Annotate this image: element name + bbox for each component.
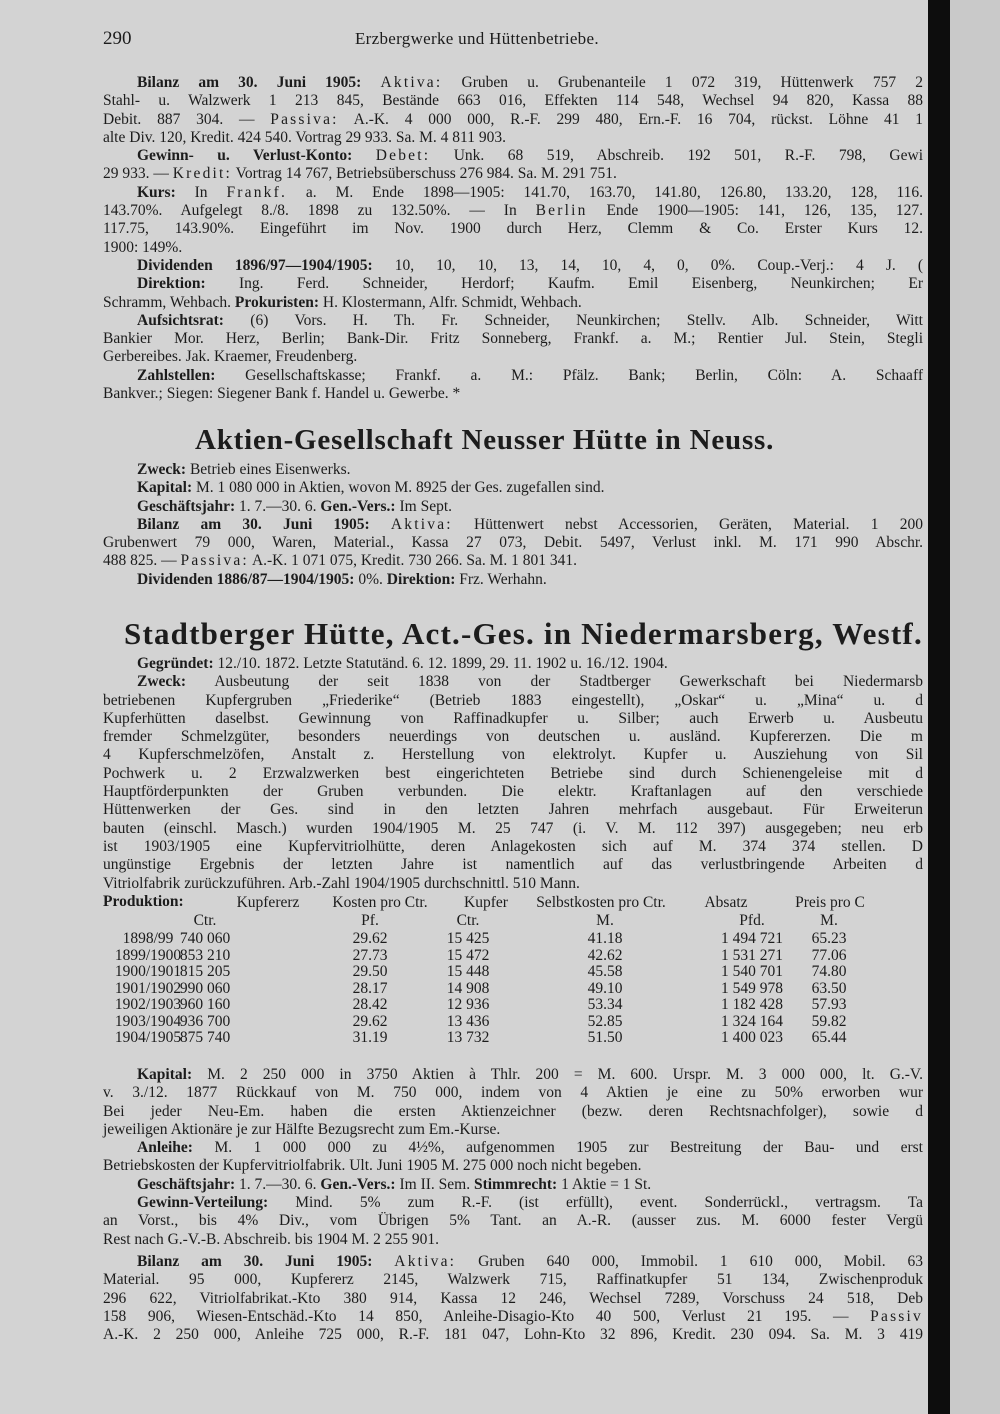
field-text: 1. 7.—30. 6. <box>235 1175 321 1193</box>
spaced-label: Passiv <box>870 1307 923 1325</box>
field-label: Dividenden 1886/87—1904/1905: <box>137 570 355 588</box>
table-cell: 15 448 <box>446 963 490 980</box>
field-text: Ende 1900—1905: 141, 126, 135, 127. <box>587 202 924 220</box>
table-cell: 1 531 271 <box>721 946 783 964</box>
table-cell: 49.10 <box>587 979 623 997</box>
field-text: Unk. 68 519, Abschreib. 192 501, R.-F. 798, Gewi <box>430 147 924 165</box>
field-text: 4 Kupferschmelzöfen, Anstalt z. Herstellung von elektrolyt. Kupfer u. Ausziehung von Sil <box>103 746 923 764</box>
text-line <box>103 838 923 856</box>
text-line <box>103 220 923 238</box>
text-line <box>103 571 923 589</box>
text-line <box>103 516 923 534</box>
field-text: Kupferhütten daselbst. Gewinnung von Raffinadkupfer u. Silber; auch Erwerb u. Ausbeutu <box>103 709 923 727</box>
field-text: alte Div. 120, Kredit. 424 540. Vortrag 29 933. Sa. M. 4 811 903. <box>103 128 506 146</box>
field-text: A.-K. 1 071 075, Kredit. 730 266. Sa. M. 1 801 341. <box>248 552 577 570</box>
heading-neusser-huette: Aktien-Gesellschaft Neusser Hütte in Neuss. <box>195 424 775 456</box>
text-line <box>103 783 923 801</box>
text-line <box>103 294 923 312</box>
table-cell: 1 182 428 <box>721 996 783 1013</box>
field-label: Geschäftsjahr: <box>137 497 236 515</box>
column-unit: Ctr. <box>193 912 217 929</box>
text-line <box>103 330 923 348</box>
field-text: Vitriolfabrik zurückzuführen. Arb.-Zahl 1904/1905 durchschnittl. 510 Mann. <box>103 874 580 892</box>
text-line <box>103 1231 923 1249</box>
field-label: Dividenden 1896/97—1904/1905: <box>137 256 373 274</box>
field-label: Zweck: <box>137 461 187 478</box>
field-label: Anleihe: <box>137 1139 193 1157</box>
text-line <box>103 239 923 257</box>
field-text: Gerbereibes. Jak. Kraemer, Freudenberg. <box>103 348 358 366</box>
text-line <box>103 257 923 275</box>
field-text: 117.75, 143.90%. Eingeführt im Nov. 1900 durch Herz, Clemm & Co. Erster Kurs 12. <box>103 220 923 238</box>
field-text: 0%. <box>354 570 387 588</box>
table-cell: 65.44 <box>811 1029 847 1046</box>
field-label: Prokuristen: <box>234 293 320 311</box>
field-text: ist 1903/1905 eine Kupfervitriolhütte, deren Anlagekosten sich auf M. 374 374 stellen. D <box>103 837 923 855</box>
text-line <box>103 348 923 366</box>
text-line <box>103 367 923 385</box>
field-text: In <box>175 183 227 201</box>
field-text <box>361 74 380 91</box>
table-cell: 1 400 023 <box>721 1029 783 1046</box>
field-text <box>352 147 375 164</box>
table-cell: 63.50 <box>811 979 847 997</box>
text-line <box>103 875 923 893</box>
table-cell: 13 436 <box>446 1012 490 1030</box>
text-line <box>103 673 923 691</box>
text-line <box>103 1212 923 1230</box>
table-cell: 740 060 <box>179 930 231 947</box>
field-text: Hüttenwert nebst Accessorien, Geräten, Material. 1 200 <box>452 515 924 533</box>
field-text: M. 2 250 000 in 3750 Aktien à Thlr. 200 = M. 600. Urspr. M. 3 000 000, lt. G.-V. <box>192 1066 923 1083</box>
field-label: Gen.-Vers.: <box>320 497 396 515</box>
spaced-label: Passiva: <box>270 110 339 128</box>
table-cell: 990 060 <box>179 979 231 997</box>
row-year: 1900/1901 <box>114 963 182 980</box>
section-neusser-huette <box>103 461 923 589</box>
adjacent-page-edge <box>950 0 1000 1414</box>
field-label: Gewinn-Verteilung: <box>137 1194 269 1212</box>
text-line <box>103 1103 923 1121</box>
production-label: Produktion: <box>103 893 184 910</box>
text-line <box>103 202 923 220</box>
field-text: 296 622, Vitriolfabrikat.-Kto 380 914, Kassa 12 246, Wechsel 7289, Vorschuss 24 518, Deb <box>103 1289 923 1307</box>
table-cell: 31.19 <box>352 1029 388 1046</box>
field-label: Stimmrecht: <box>473 1175 558 1193</box>
column-unit: Pfd. <box>739 912 765 929</box>
field-text: Frz. Werhahn. <box>455 570 547 588</box>
text-line <box>103 147 923 165</box>
scan-binding-shadow <box>928 0 950 1414</box>
column-header: Selbstkosten pro Ctr. <box>536 894 666 911</box>
table-cell: 41.18 <box>587 930 623 947</box>
field-label: Aufsichtsrat: <box>137 311 224 329</box>
text-line <box>103 692 923 710</box>
text-line <box>103 165 923 183</box>
field-text: Pochwerk u. 2 Erzwalzwerken best eingerichteten Betriebe sind durch Schienengeleise mit d <box>103 764 923 782</box>
field-text: Betrieb eines Eisenwerks. <box>186 461 351 478</box>
field-text: bauten (einschl. Masch.) wurden 1904/1905 M. 25 747 (i. V. M. 112 397) ausgegeben; neu erb <box>103 819 923 837</box>
field-text: Schramm, Wehbach. <box>103 293 235 311</box>
field-text: Hüttenwerken der Ges. sind in den letzten Jahren mehrfach ausgebaut. Für Erweiterun <box>103 801 923 819</box>
text-line <box>103 479 923 497</box>
field-text: 488 825. — <box>103 552 181 570</box>
column-header: Kupfererz <box>236 894 300 911</box>
row-year: 1903/1904 <box>114 1012 182 1030</box>
field-text: Ing. Ferd. Schneider, Herdorf; Kaufm. Emil Eisenberg, Neunkirchen; Er <box>205 275 923 293</box>
column-unit: Ctr. <box>456 912 480 929</box>
text-line <box>103 498 923 516</box>
table-cell: 12 936 <box>446 996 490 1013</box>
row-year: 1899/1900 <box>114 946 182 964</box>
text-line <box>103 111 923 129</box>
column-header: Kupfer <box>464 894 508 911</box>
field-text: 12./10. 1872. Letzte Statutänd. 6. 12. 1899, 29. 11. 1902 u. 16./12. 1904. <box>213 655 668 672</box>
field-text: Vortrag 14 767, Betriebsüberschuss 276 984. Sa. M. 291 751. <box>232 165 617 183</box>
table-cell: 28.42 <box>352 996 388 1013</box>
field-text: Stahl- u. Walzwerk 1 213 845, Bestände 663 016, Effekten 114 548, Wechsel 94 820, Kassa 88 <box>103 92 923 110</box>
table-cell: 815 205 <box>179 963 231 980</box>
field-label: Zahlstellen: <box>137 366 216 384</box>
field-text: Ausbeutung der seit 1838 von der Stadtberger Gewerkschaft bei Niedermarsb <box>186 673 923 691</box>
field-text: 10, 10, 10, 13, 14, 10, 4, 0, 0%. Coup.-Verj.: 4 J. ( <box>372 256 923 274</box>
text-line <box>103 1308 923 1326</box>
text-line <box>103 1326 923 1344</box>
text-line <box>103 534 923 552</box>
table-cell: 853 210 <box>179 946 231 964</box>
field-label: Zweck: <box>137 673 187 691</box>
table-cell: 1 540 701 <box>721 963 783 980</box>
field-text: 158 906, Wiesen-Entschäd.-Kto 14 850, Anleihe-Disagio-Kto 40 500, Verlust 21 195. — <box>103 1307 871 1325</box>
row-year: 1898/99 <box>122 930 174 947</box>
table-cell: 875 740 <box>179 1029 231 1046</box>
table-cell: 28.17 <box>352 979 388 997</box>
field-text: Bei jeder Neu-Em. haben die ersten Aktienzeichner (bezw. deren Rechtsnachfolger), sowie d <box>103 1102 923 1120</box>
field-text: Rest nach G.-V.-B. Abschreib. bis 1904 M. 2 255 901. <box>103 1230 439 1248</box>
field-text: 1900: 149%. <box>103 238 183 256</box>
section-stadtberger-finance <box>103 1066 923 1344</box>
table-cell: 1 494 721 <box>721 930 783 947</box>
text-line <box>103 1139 923 1157</box>
text-line <box>103 1253 923 1271</box>
field-label: Gewinn- u. Verlust-Konto: <box>137 147 353 165</box>
field-text: 1 Aktie = 1 St. <box>557 1175 652 1193</box>
field-text: A.-K. 4 000 000, R.-F. 299 480, Ern.-F. 16 704, rückst. Löhne 41 1 <box>338 110 923 128</box>
field-text: Gesellschaftskasse; Frankf. a. M.: Pfälz. Bank; Berlin, Cöln: A. Schaaff <box>215 366 923 384</box>
text-line <box>103 1084 923 1102</box>
field-text: Bankver.; Siegen: Siegener Bank f. Handel u. Gewerbe. * <box>103 385 461 403</box>
text-line <box>103 1066 923 1084</box>
table-cell: 59.82 <box>811 1012 847 1030</box>
row-year: 1902/1903 <box>114 996 182 1013</box>
field-label: Kurs: <box>137 183 176 201</box>
field-text: Hauptförderpunkten der Gruben verbunden. Die elektr. Kraftanlagen auf den verschiede <box>103 783 923 801</box>
table-cell: 74.80 <box>811 963 847 980</box>
field-text: Mind. 5% zum R.-F. (ist erfüllt), event. Sonderrückl., vertragsm. Ta <box>268 1194 923 1212</box>
field-label: Bilanz am 30. Juni 1905: <box>137 74 362 91</box>
spaced-label: Debet: <box>375 147 431 165</box>
field-label: Kapital: <box>137 1066 193 1083</box>
table-cell: 51.50 <box>587 1029 623 1046</box>
field-label: Gen.-Vers.: <box>320 1175 396 1193</box>
column-header: Absatz <box>704 894 748 911</box>
field-label: Direktion: <box>386 570 456 588</box>
text-line <box>103 710 923 728</box>
text-line <box>103 1157 923 1175</box>
field-text: Im II. Sem. <box>395 1175 474 1193</box>
field-text: Gruben 640 000, Immobil. 1 610 000, Mobil. 63 <box>456 1252 923 1270</box>
text-line <box>103 728 923 746</box>
table-cell: 29.50 <box>352 963 388 980</box>
text-line <box>103 1271 923 1289</box>
table-cell: 77.06 <box>811 946 847 964</box>
table-cell: 52.85 <box>587 1012 623 1030</box>
table-cell: 27.73 <box>352 946 388 964</box>
text-line <box>103 74 923 92</box>
text-line <box>103 1176 923 1194</box>
field-text: H. Klostermann, Alfr. Schmidt, Wehbach. <box>319 293 582 311</box>
field-label: Geschäftsjahr: <box>137 1175 236 1193</box>
heading-stadtberger-huette: Stadtberger Hütte, Act.-Ges. in Niedermarsberg, Westf. <box>124 616 923 651</box>
text-line <box>103 856 923 874</box>
spaced-label: Aktiva: <box>390 515 453 533</box>
table-cell: 1 324 164 <box>721 1012 783 1030</box>
spaced-label: Aktiva: <box>394 1252 457 1270</box>
field-text: ungünstige Ergebnis der letzten Jahre ist namentlich auf das verlustbringende Arbeiten d <box>103 856 923 874</box>
field-label: Bilanz am 30. Juni 1905: <box>137 515 370 533</box>
field-label: Gegründet: <box>137 655 214 672</box>
text-line <box>103 275 923 293</box>
table-cell: 65.23 <box>811 930 847 947</box>
column-header: Preis pro C <box>795 894 865 911</box>
table-cell: 936 700 <box>179 1012 231 1030</box>
text-line <box>103 765 923 783</box>
table-cell: 15 472 <box>446 946 490 964</box>
text-line <box>103 129 923 147</box>
field-text: an Vorst., bis 4% Div., vom Übrigen 5% Tant. an A.-R. (ausser zus. M. 6000 fester Vergü <box>103 1212 923 1230</box>
field-text: Grubenwert 79 000, Waren, Material., Kassa 27 073, Debit. 5497, Verlust inkl. M. 171 990 Abschr. <box>103 534 923 552</box>
table-cell: 42.62 <box>587 946 623 964</box>
text-line <box>103 552 923 570</box>
field-text: betriebenen Kupfergruben „Friederike“ (Betrieb 1883 eingestellt), „Oskar“ u. „Mina“ u. d <box>103 691 923 709</box>
field-text: v. 3./12. 1877 Rückkauf von M. 750 000, indem von 4 Aktien je eine zu 50% erworben wur <box>103 1084 923 1102</box>
spaced-label: Berlin <box>535 202 588 220</box>
text-line <box>103 1121 923 1139</box>
column-unit: M. <box>820 912 838 929</box>
field-text: A.-K. 2 250 000, Anleihe 725 000, R.-F. 181 047, Lohn-Kto 32 896, Kredit. 230 094. Sa. M. 3 419 <box>103 1326 923 1344</box>
text-line <box>103 1290 923 1308</box>
field-text: 29 933. — <box>103 165 173 183</box>
field-text <box>370 516 391 533</box>
spaced-label: Aktiva: <box>380 74 443 91</box>
field-text: Material. 95 000, Kupfererz 2145, Walzwerk 715, Raffinatkupfer 51 134, Zwischenproduk <box>103 1271 923 1289</box>
text-line <box>103 746 923 764</box>
production-table <box>0 893 928 1063</box>
field-text: M. 1 000 000 zu 4½%, aufgenommen 1905 zur Bestreitung der Bau- und erst <box>192 1139 923 1157</box>
table-cell: 1 549 978 <box>721 979 783 997</box>
field-text: Bankier Mor. Herz, Berlin; Bank-Dir. Fritz Sonneberg, Frankf. a. M.; Rentier Jul. Stein, Stegli <box>103 330 923 348</box>
table-cell: 14 908 <box>446 979 490 997</box>
field-text: Im Sept. <box>395 497 453 515</box>
field-text: fremder Schmelzgüter, besonders neuerdings von deutschen u. ausländ. Kupfererzen. Die m <box>103 728 923 746</box>
field-text <box>372 1253 394 1270</box>
column-header: Kosten pro Ctr. <box>332 894 428 911</box>
column-unit: Pf. <box>361 912 379 929</box>
field-text: (6) Vors. H. Th. Fr. Schneider, Neunkirchen; Stellv. Alb. Schneider, Witt <box>223 311 923 329</box>
text-line <box>103 312 923 330</box>
text-line <box>103 92 923 110</box>
field-text: jeweiligen Aktionäre je zur Hälfte Bezugsrecht zum Em.-Kurse. <box>103 1120 501 1138</box>
text-line <box>103 1194 923 1212</box>
field-text: 1. 7.—30. 6. <box>235 497 321 515</box>
text-line <box>103 184 923 202</box>
field-text: Betriebskosten der Kupfervitriolfabrik. Ult. Juni 1905 M. 275 000 noch nicht begeben. <box>103 1157 642 1175</box>
table-cell: 29.62 <box>352 1012 388 1030</box>
text-line <box>103 461 923 479</box>
table-cell: 960 160 <box>179 996 231 1013</box>
table-cell: 15 425 <box>446 930 490 947</box>
field-label: Bilanz am 30. Juni 1905: <box>137 1252 373 1270</box>
table-cell: 13 732 <box>446 1029 490 1046</box>
spaced-label: Frankf. <box>226 183 288 201</box>
text-line <box>103 385 923 403</box>
field-text: Debit. 887 304. — <box>103 110 271 128</box>
column-unit: M. <box>596 912 614 929</box>
field-text: a. M. Ende 1898—1905: 141.70, 163.70, 141.80, 126.80, 133.20, 128, 116. <box>287 183 923 201</box>
field-text: M. 1 080 000 in Aktien, wovon M. 8925 der Ges. zugefallen sind. <box>192 479 605 497</box>
field-label: Direktion: <box>137 275 206 293</box>
table-cell: 53.34 <box>587 996 623 1013</box>
spaced-label: Kredit: <box>172 165 233 183</box>
page-number: 290 <box>103 28 132 49</box>
table-cell: 45.58 <box>587 963 623 980</box>
field-text: Gruben u. Grubenanteile 1 072 319, Hüttenwerk 757 2 <box>442 74 923 91</box>
text-line <box>103 655 923 673</box>
running-title: Erzbergwerke und Hüttenbetriebe. <box>355 29 599 48</box>
text-line <box>103 820 923 838</box>
text-line <box>103 801 923 819</box>
row-year: 1901/1902 <box>114 979 182 997</box>
section-previous-company <box>103 74 923 403</box>
table-cell: 29.62 <box>352 930 388 947</box>
spaced-label: Passiva: <box>180 552 249 570</box>
table-cell: 57.93 <box>811 996 847 1013</box>
section-stadtberger-description <box>103 655 923 893</box>
field-text: 143.70%. Aufgelegt 8./8. 1898 zu 132.50%. — In <box>103 202 536 220</box>
field-label: Kapital: <box>137 479 193 497</box>
row-year: 1904/1905 <box>114 1029 182 1046</box>
